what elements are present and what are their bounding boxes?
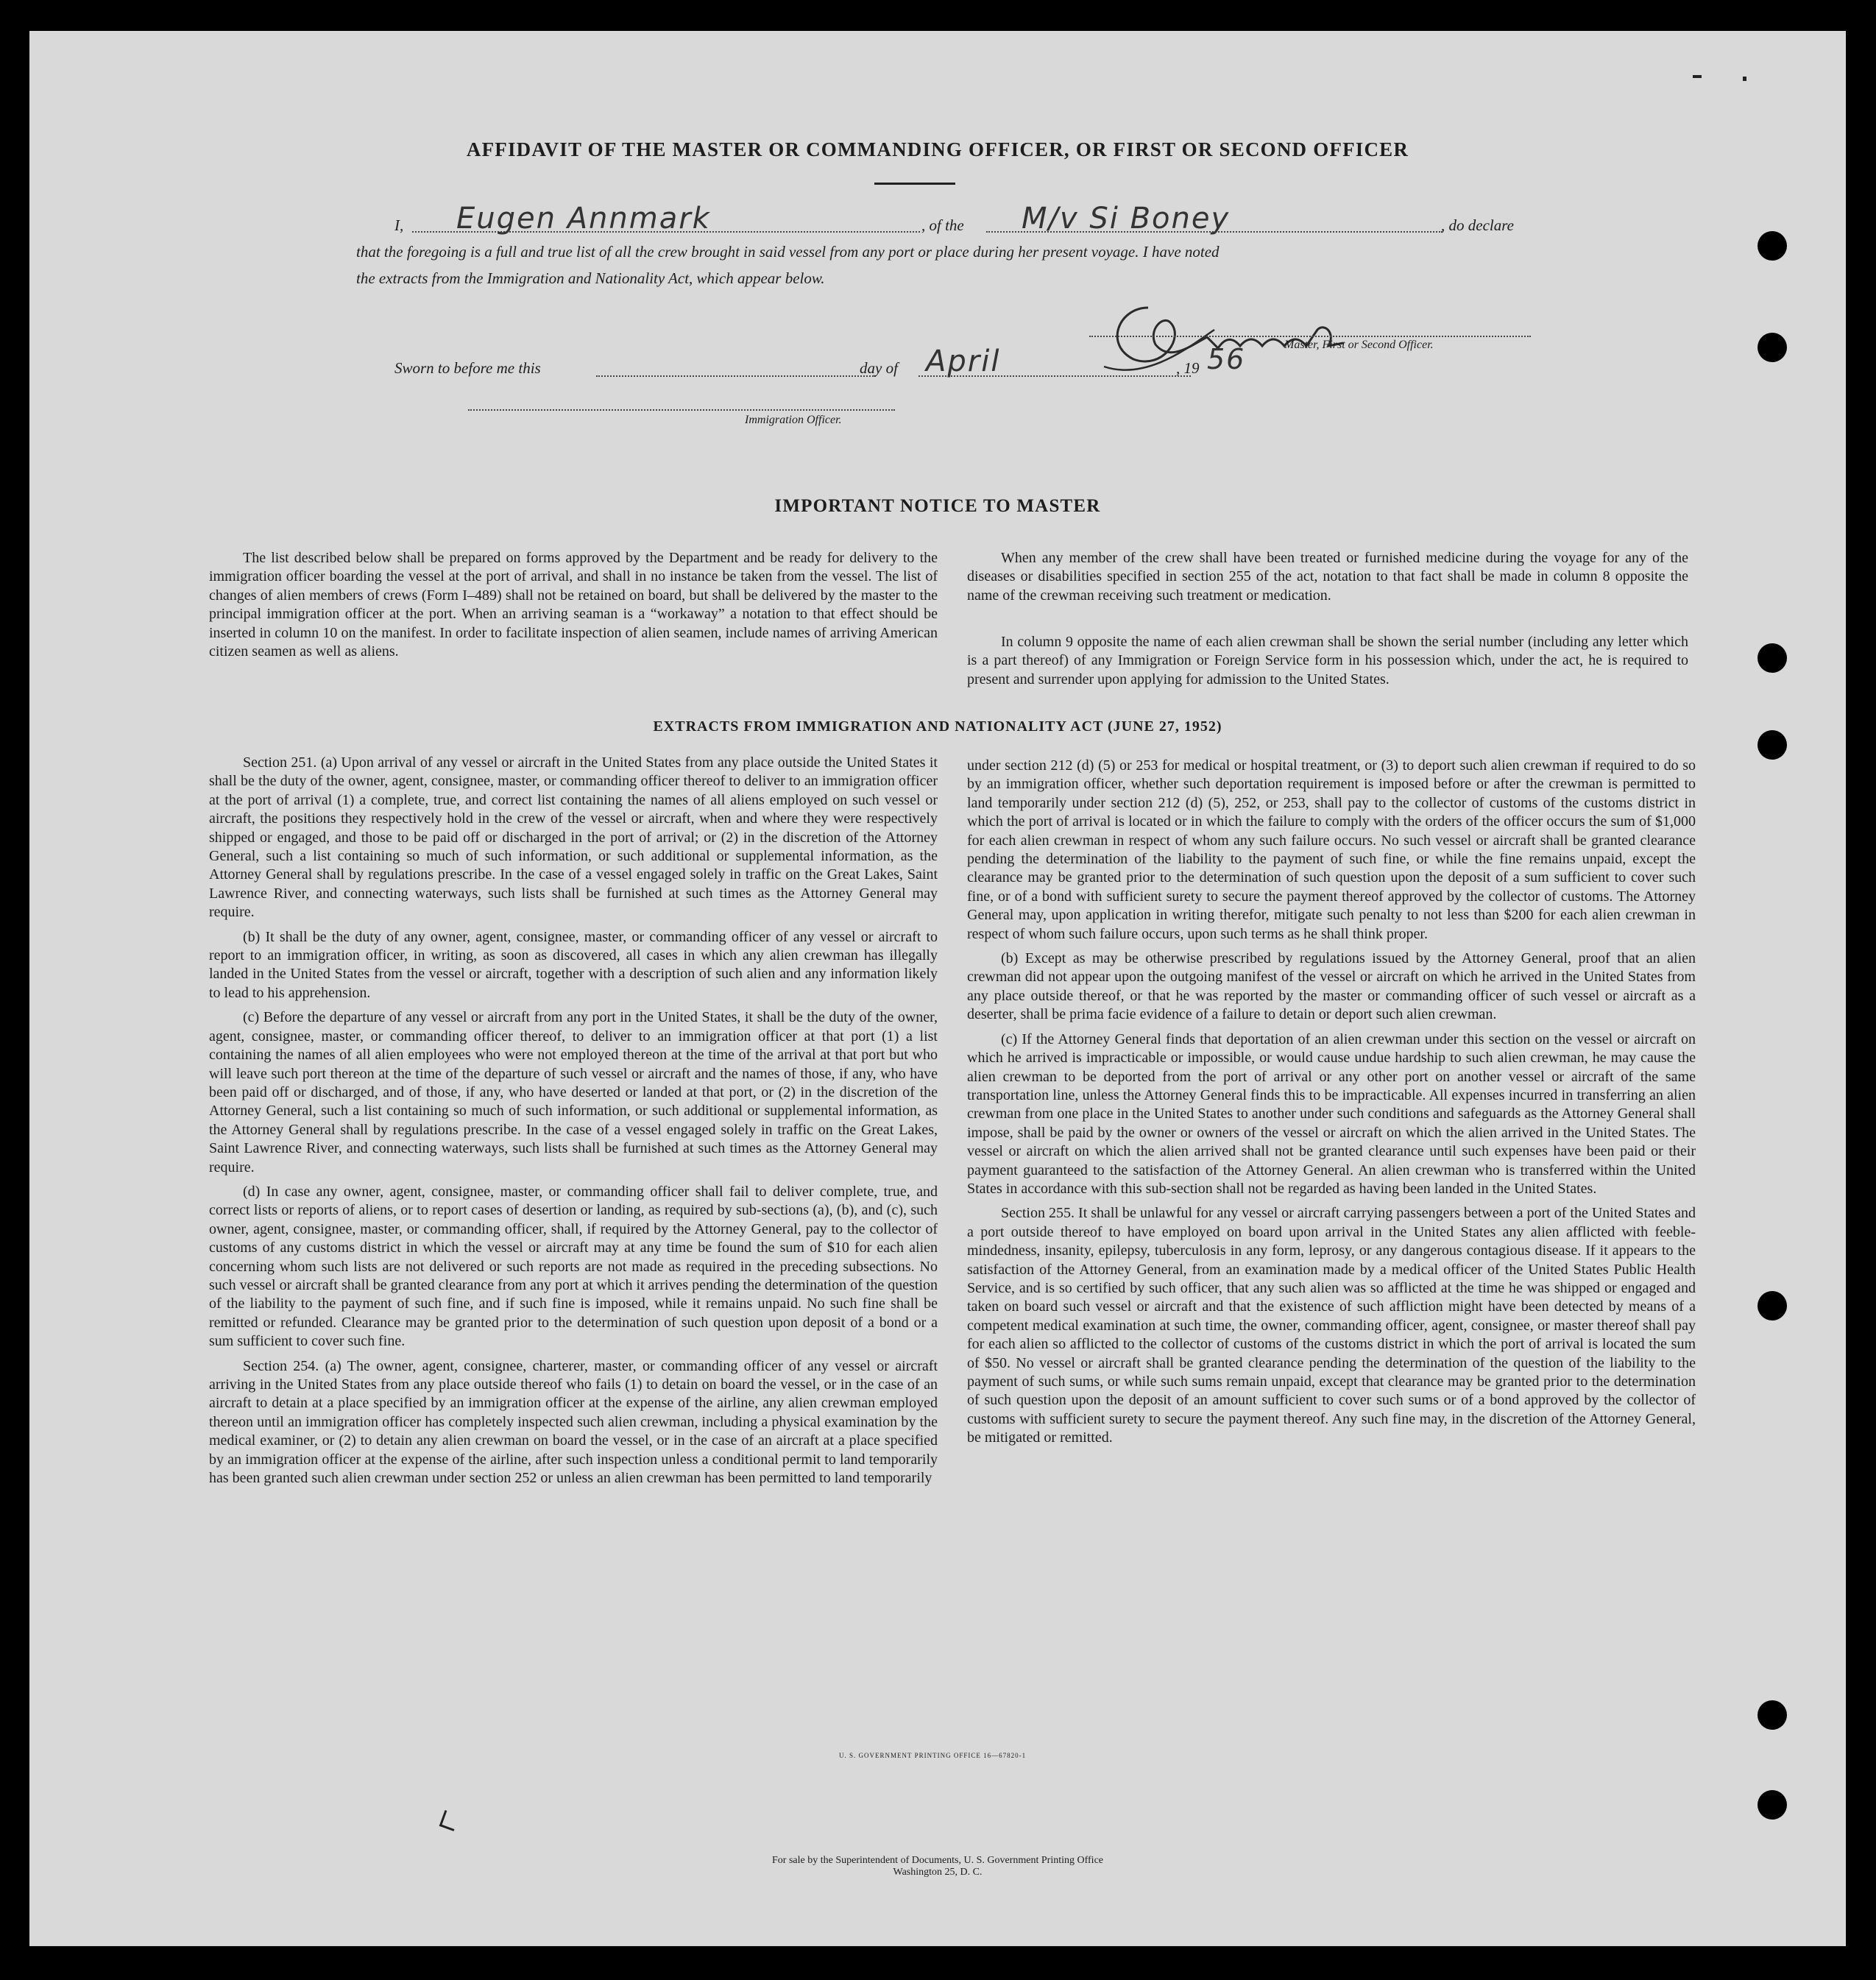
signature-label: Master, First or Second Officer. (1284, 339, 1434, 351)
statement-line-1: that the foregoing is a full and true list of all the crew brought in said vessel from any port or place during her present voyage. I have noted (356, 243, 1220, 261)
handwritten-vessel: M/v Si Boney (1022, 202, 1231, 236)
punch-hole (1758, 231, 1787, 261)
extract-paragraph: (c) If the Attorney General finds that deportation of an alien crewman under this section on the vessel or aircraft on which he arrived is impracticable or impossible, or would cause undue hardship to such alien crewman, he may cause the alien crewman to be deported from the port of arrival or any other port on another vessel or aircraft of the same transportation line, unless the Attorney General finds this to be impracticable. All expenses incurred in transferring an alien crewman from one place in the United States to another under such conditions and safeguards as the Attorney General shall impose, shall be paid by the owner or owners of the vessel or aircraft on which the alien arrived in the United States. The vessel or aircraft on which the alien arrived shall not be granted clearance until such expenses have been paid or their payment guaranteed to the satisfaction of the Attorney General. An alien crewman who is transferred within the United States in accordance with this sub-section shall not be regarded as having been landed in the United States. (967, 1030, 1696, 1197)
punch-hole (1758, 333, 1787, 362)
handwritten-year: 56 (1207, 343, 1246, 375)
statement-line-2: the extracts from the Immigration and Nationality Act, which appear below. (356, 269, 825, 287)
notice-right-paragraph-1: When any member of the crew shall have been treated or furnished medicine during the voyage for any of the diseases or disabilities specified in section 255 of the act, notation to that fact shall be made in column 8 opposite the name of the crewman receiving such treatment or medication. (967, 550, 1688, 604)
punch-hole (1758, 643, 1787, 673)
signature-line (1089, 334, 1531, 337)
punch-hole (1758, 1291, 1787, 1320)
edge-mark (1743, 77, 1746, 81)
extract-paragraph: Section 254. (a) The owner, agent, consignee, charterer, master, or commanding officer of any vessel or aircraft arriving in the United States from any place outside thereof who fails (1) to detain on board the vessel, or in the case of an aircraft to detain at a place specified by an immigration officer at the expense of the airline, any alien crewman employed thereon until an immigration officer has completely inspected such alien crewman, including a physical examination by the medical examiner, or (2) to detain any alien crewman on board the vessel, or in the case of an aircraft at a place specified by an immigration officer at the expense of the airline, after such inspection unless a conditional permit to land temporarily has been granted such alien crewman under section 252 or unless an alien crewman has been permitted to land temporarily (209, 1357, 938, 1487)
do-declare-label: , do declare (1441, 216, 1514, 234)
sworn-day-blank (596, 374, 876, 377)
decl-i: I, (394, 216, 404, 234)
printing-office-line: U. S. GOVERNMENT PRINTING OFFICE 16—67820-1 (839, 1752, 1027, 1759)
handwritten-name: Eugen Annmark (456, 202, 711, 236)
officer-label: Immigration Officer. (745, 414, 842, 426)
notice-title: IMPORTANT NOTICE TO MASTER (774, 496, 1101, 516)
extract-paragraph: Section 251. (a) Upon arrival of any vessel or aircraft in the United States from any place outside the United States it shall be the duty of the owner, agent, consignee, master, or commanding officer thereof to deliver to an immigration officer at the port of arrival (1) a complete, true, and correct list containing the names of all aliens employed on such vessel or aircraft, the positions they respectively hold in the crew of the vessel or aircraft, when and where they were respectively shipped or engaged, and those to be paid off or discharged in the port of arrival; or (2) in the discretion of the Attorney General, such a list containing so much of such information, or such additional or supplemental information, as the Attorney General shall by regulations prescribe. In the case of a vessel engaged solely in traffic on the Great Lakes, Saint Lawrence River, and connecting waterways, such lists shall be furnished at such times as the Attorney General may require. (209, 754, 938, 921)
extract-paragraph: (b) It shall be the duty of any owner, agent, consignee, master, or commanding officer of any vessel or aircraft to report to an immigration officer, in writing, as soon as discovered, all cases in which any alien crewman has illegally landed in the United States from the vessel or aircraft, together with a description of such alien and any information likely to lead to his apprehension. (209, 928, 938, 1001)
sworn-label: Sworn to before me this (394, 359, 541, 377)
scribble-mark (439, 1810, 460, 1831)
extract-paragraph: under section 212 (d) (5) or 253 for medical or hospital treatment, or (3) to deport such alien crewman if required to do so by an immigration officer, whether such deportation requirement is imposed before or after the crewman is permitted to land temporarily under section 212 (d) (5), 252, or 253, shall pay to the collector of customs of the customs district in which the port of arrival is located or in which the failure to comply with the orders of the officer occurs the sum of $1,000 for each alien crewman in respect of whom any such failure occurs. No such vessel or aircraft shall be granted clearance pending the determination of the liability to the payment of such fine, or while the fine remains unpaid, except the clearance may be granted prior to the determination of such question upon the deposit of a sum sufficient to cover such fine, or of a bond with sufficient surety to secure the payment thereof approved by the collector of customs. The Attorney General may, upon application in writing therefor, mitigate such penalty to not less than $200 for each alien crewman in respect of whom such failure occurs, upon such terms as he shall think proper. (967, 757, 1696, 942)
sale-line-2: Washington 25, D. C. (893, 1867, 983, 1878)
day-of-label: day of (860, 359, 898, 377)
punch-hole (1758, 1700, 1787, 1730)
extracts-left-column (209, 754, 938, 1493)
notice-right-paragraph-2: In column 9 opposite the name of each alien crewman shall be shown the serial number (including any letter which is a part thereof) of any Immigration or Foreign Service form in his possession which, under the act, he is required to present and surrender upon applying for admission to the United States. (967, 634, 1688, 687)
document-page (29, 31, 1846, 1946)
extracts-title: EXTRACTS FROM IMMIGRATION AND NATIONALITY ACT (JUNE 27, 1952) (653, 718, 1222, 735)
of-the-label: , of the (921, 216, 964, 234)
punch-hole (1758, 1790, 1787, 1820)
sale-line-1: For sale by the Superintendent of Documents, U. S. Government Printing Office (772, 1855, 1103, 1866)
extract-paragraph: Section 255. It shall be unlawful for any vessel or aircraft carrying passengers between a port of the United States and a port outside thereof to have employed on board upon arrival in the United States any alien afflicted with feeble-mindedness, insanity, epilepsy, tuberculosis in any form, leprosy, or any dangerous contagious disease. If it appears to the satisfaction of the Attorney General, from an examination made by a medical officer of the United States Public Health Service, and is so certified by such officer, that any such alien was so afflicted at the time he was shipped or engaged and taken on board such vessel or aircraft and that the existence of such affliction might have been detected by means of a competent medical examination at such time, the owner, commanding officer, agent, consignee, or master thereof shall pay for each alien so afflicted to the collector of customs of the customs district in which the port of arrival is located the sum of $50. No vessel or aircraft shall be granted clearance pending the determination of the question of the liability to the payment of such sums, or while such sums remain unpaid, except that clearance may be granted prior to the determination of such question upon the deposit of an amount sufficient to cover such sums or of a bond approved by the collector of customs with sufficient surety to secure the payment thereof. Any such fine may, in the discretion of the Attorney General, be mitigated or remitted. (967, 1205, 1696, 1446)
affidavit-title: AFFIDAVIT OF THE MASTER OR COMMANDING OFFICER, OR FIRST OR SECOND OFFICER (466, 138, 1409, 160)
extract-paragraph: (b) Except as may be otherwise prescribed by regulations issued by the Attorney General, proof that an alien crewman did not appear upon the outgoing manifest of the vessel or aircraft on which he arrived in the United States from any place outside thereof, or that he was reported by the master or commanding officer of such vessel or aircraft as a deserter, shall be prima facie evidence of a failure to detain or deport such alien crewman. (967, 950, 1696, 1023)
officer-signature-line (468, 408, 895, 411)
extract-paragraph: (d) In case any owner, agent, consignee, master, or commanding officer shall fail to deliver complete, true, and correct lists or reports of aliens, or to report cases of desertion or landing, as required by sub-sections (a), (b), and (c), such owner, agent, consignee, master, or commanding officer, shall, if required by the Attorney General, pay to the collector of customs of any customs district in which the vessel or aircraft may at any time be found the sum of $10 for each alien concerning whom such lists are not delivered or such reports are not made as required in the preceding subsections. No such vessel or aircraft shall be granted clearance from any port at which it arrives pending the determination of the question of the liability to the payment of such fine, and if such fine is imposed, while it remains unpaid. No such fine shall be remitted or refunded. Clearance may be granted prior to the determination of such question upon deposit of a bond or a sum sufficient to cover such fine. (209, 1183, 938, 1350)
extract-paragraph: (c) Before the departure of any vessel or aircraft from any port in the United States, it shall be the duty of the owner, agent, consignee, master, or commanding officer thereof, to deliver to an immigration officer at that port (1) a list containing the names of all alien employees who were not employed thereon at the time of the arrival at that port but who will leave such port thereon at the time of the departure of such vessel or aircraft and the names of those, if any, who have been paid off or discharged, and of those, if any, who have deserted or landed at that port, or (2) in the discretion of the Attorney General, such a list containing so much of such information, or such additional or supplemental information, as the Attorney General shall by regulations prescribe. In the case of a vessel engaged solely in traffic on the Great Lakes, Saint Lawrence River, and connecting waterways, such lists shall be furnished at such times as the Attorney General may require. (209, 1009, 938, 1175)
extracts-right-column (967, 757, 1696, 1454)
notice-left-paragraph: The list described below shall be prepared on forms approved by the Department and be ready for delivery to the immigration officer boarding the vessel at the port of arrival, and shall in no instance be taken from the vessel. The list of changes of alien members of crews (Form I–489) shall not be retained on board, but shall be delivered by the master to the principal immigration officer at the port. When an arriving seaman is a “workaway” a notation to that effect should be inserted in column 10 on the manifest. In order to facilitate inspection of alien seamen, include names of arriving American citizen seamen as well as aliens. (209, 550, 938, 660)
title-rule (874, 183, 955, 185)
edge-mark (1693, 75, 1702, 78)
handwritten-month: April (926, 344, 1001, 378)
year-prefix: , 19 (1176, 359, 1200, 377)
